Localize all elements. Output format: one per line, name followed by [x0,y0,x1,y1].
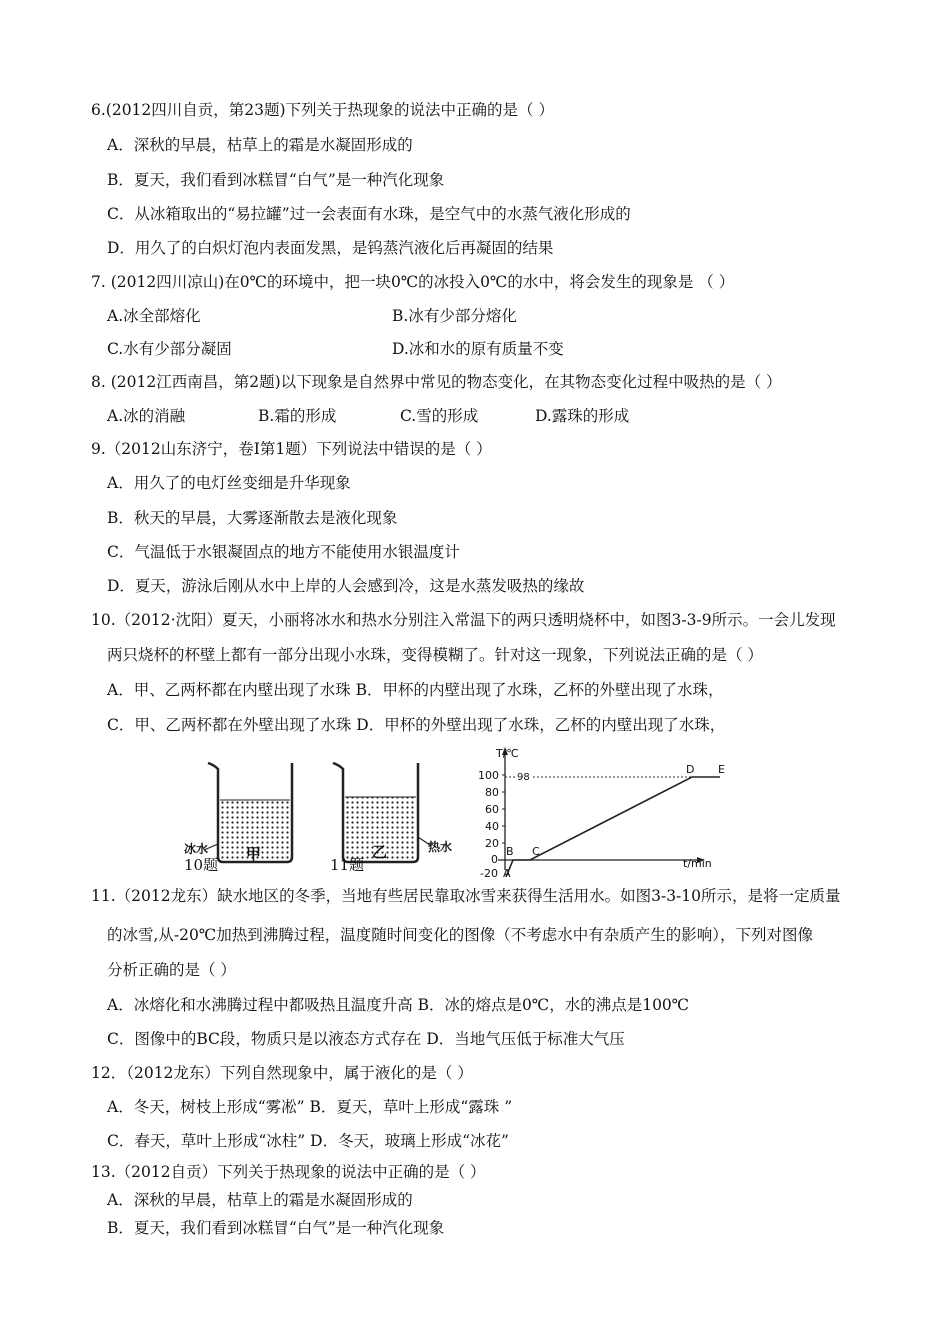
q10-stem-line2: 两只烧杯的杯壁上都有一部分出现小水珠，变得模糊了。针对这一现象，下列说法正确的是（ ） [107,646,763,664]
beaker-1-name: 甲 [246,845,262,863]
graph-y-tick-20: 20 [485,837,499,850]
q13-stem: 13.（2012自贡）下列关于热现象的说法中正确的是（ ） [91,1163,486,1181]
figure-drawing [180,745,725,880]
figure [180,745,725,880]
q9-option-c: C．气温低于水银凝固点的地方不能使用水银温度计 [107,543,460,561]
q12-stem: 12．（2012龙东）下列自然现象中，属于液化的是（ ） [91,1064,473,1082]
q7-option-b: B.冰有少部分熔化 [392,307,517,325]
q7-stem: 7. (2012四川凉山)在0℃的环境中，把一块0℃的冰投入0℃的水中，将会发生的现象是 （ ） [91,273,735,291]
graph-point-c: C [532,845,540,858]
q9-option-b: B．秋天的早晨，大雾逐渐散去是液化现象 [107,509,398,527]
q9-option-a: A．用久了的电灯丝变细是升华现象 [107,474,351,492]
q6-option-a: A．深秋的早晨，枯草上的霜是水凝固形成的 [107,136,413,154]
graph-point-e: E [718,763,725,776]
q12-options-ab: A．冬天，树枝上形成“雾凇” B．夏天，草叶上形成“露珠 ” [107,1098,513,1116]
q6-option-d: D．用久了的白炽灯泡内表面发黑，是钨蒸汽液化后再凝固的结果 [107,239,554,257]
q8-option-b: B.霜的形成 [258,407,337,425]
q6-stem: 6.(2012四川自贡，第23题)下列关于热现象的说法中正确的是（ ） [91,101,554,119]
q13-option-b: B．夏天，我们看到冰糕冒“白气”是一种汽化现象 [107,1219,445,1237]
graph-point-d: D [686,763,695,776]
graph-y-axis-label: T/℃ [496,747,519,760]
q12-options-cd: C．春天，草叶上形成“冰柱” D．冬天，玻璃上形成“冰花” [107,1132,509,1150]
beaker-1-label: 冰水 [184,842,209,856]
q7-option-c: C.水有少部分凝固 [107,340,232,358]
q11-stem-line2: 的冰雪,从-20℃加热到沸腾过程，温度随时间变化的图像（不考虑水中有杂质产生的影响），下列对图像 [107,926,813,944]
q9-option-d: D．夏天，游泳后刚从水中上岸的人会感到冷，这是水蒸发吸热的缘故 [107,577,585,595]
graph-y-tick-60: 60 [485,803,499,816]
q10-stem-line1: 10.（2012·沈阳）夏天，小丽将冰水和热水分别注入常温下的两只透明烧杯中，如图3-3-9所示。一会儿发现 [91,611,836,629]
q10-options-cd: C．甲、乙两杯都在外壁出现了水珠 D．甲杯的外壁出现了水珠，乙杯的内壁出现了水珠， [107,716,726,734]
graph-y-tick-80: 80 [485,786,499,799]
graph-point-b: B [506,845,514,858]
q6-option-c: C．从冰箱取出的“易拉罐”过一会表面有水珠，是空气中的水蒸气液化形成的 [107,205,631,223]
graph-dashed-value-label: 98 [516,769,531,787]
q13-option-a: A．深秋的早晨，枯草上的霜是水凝固形成的 [107,1191,413,1209]
q8-stem: 8. (2012江西南昌，第2题)以下现象是自然界中常见的物态变化，在其物态变化过程中吸热的是（ ） [91,373,782,391]
q11-options-cd: C．图像中的BC段，物质只是以液态方式存在 D．当地气压低于标准大气压 [107,1030,625,1048]
graph-y-tick-100: 100 [478,769,499,782]
figure-caption-11: 11题 [330,856,365,874]
q11-stem-line1: 11.（2012龙东）缺水地区的冬季，当地有些居民靠取冰雪来获得生活用水。如图3-3-10所示，是将一定质量 [91,887,841,905]
q10-options-ab: A．甲、乙两杯都在内壁出现了水珠 B．甲杯的内壁出现了水珠，乙杯的外壁出现了水珠， [107,681,724,699]
beaker-2-label: 热水 [428,840,453,854]
q8-option-a: A.冰的消融 [107,407,186,425]
graph-point-a: A [503,867,511,880]
graph-y-tick-40: 40 [485,820,499,833]
graph-y-tick-neg20: -20 [480,867,498,880]
figure-caption-10: 10题 [184,856,219,874]
q8-option-c: C.雪的形成 [400,407,479,425]
q8-option-d: D.露珠的形成 [535,407,630,425]
q6-option-b: B．夏天，我们看到冰糕冒“白气”是一种汽化现象 [107,171,445,189]
q11-stem-line3: 分析正确的是（ ） [107,961,236,979]
q11-options-ab: A．冰熔化和水沸腾过程中都吸热且温度升高 B．冰的熔点是0℃，水的沸点是100℃ [107,996,690,1014]
beaker-2-name: 乙 [372,843,388,861]
q9-stem: 9.（2012山东济宁，卷I第1题）下列说法中错误的是（ ） [91,440,492,458]
graph-x-axis-label: t/min [683,857,712,870]
q7-option-a: A.冰全部熔化 [107,307,201,325]
graph-y-tick-0: 0 [491,853,498,866]
q7-option-d: D.冰和水的原有质量不变 [392,340,564,358]
